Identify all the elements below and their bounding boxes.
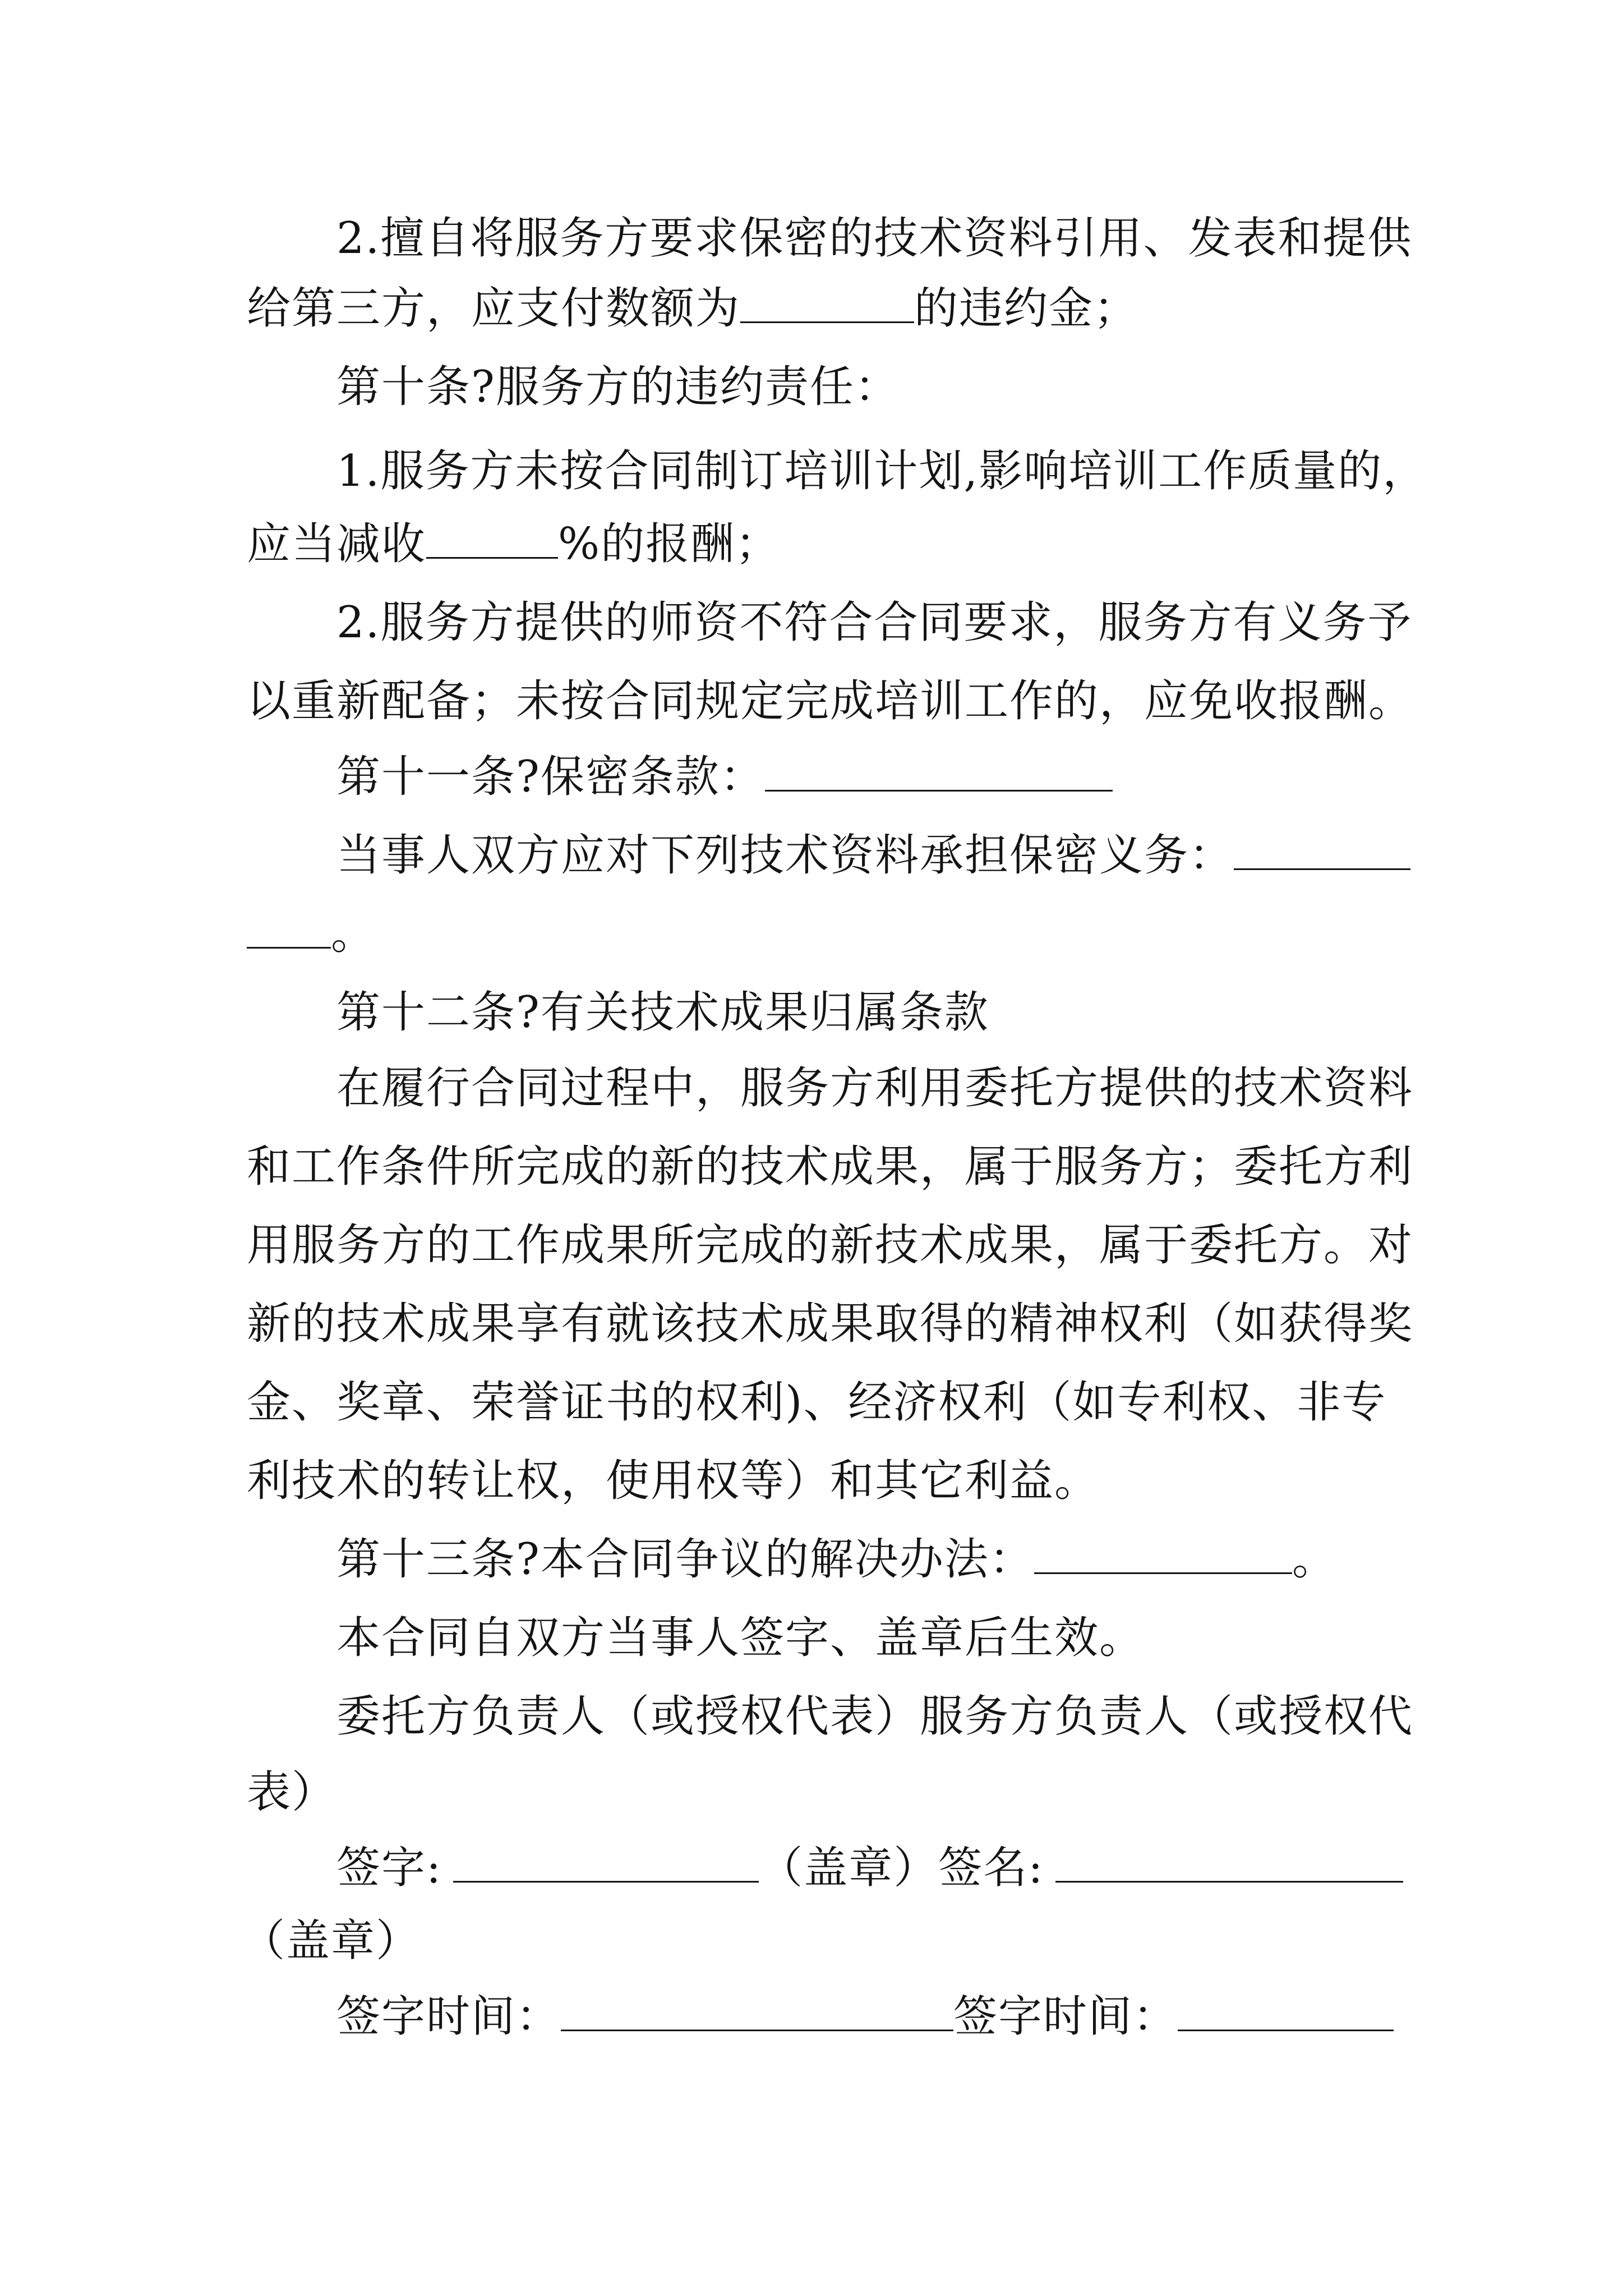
text-line <box>247 1139 1413 1195</box>
line-text: 和工作条件所完成的新的技术成果，属于服务方；委托方利 <box>247 1142 1414 1192</box>
line-text: 签字时间： <box>953 1991 1178 2042</box>
text-line <box>336 827 1410 884</box>
line-text: 本合同自双方当事人签字、盖章后生效。 <box>336 1613 1145 1663</box>
text-line <box>247 1374 1386 1430</box>
text-line <box>336 1060 1413 1116</box>
line-text: 。 <box>331 909 376 959</box>
line-text: 签字时间： <box>336 1991 561 2042</box>
text-line <box>336 1610 1144 1666</box>
signature-blank <box>1055 1846 1403 1883</box>
text-line <box>336 984 989 1041</box>
line-text: 给第三方，应支付数额为 <box>247 283 741 334</box>
text-line <box>336 595 1412 651</box>
line-text: 金、奖章、荣誉证书的权利)、经济权利（如专利权、非专 <box>247 1377 1387 1428</box>
signature-line <box>336 1840 1403 1896</box>
fill-in-blank <box>740 287 914 323</box>
signature-blank <box>453 1846 759 1883</box>
line-text: 当事人双方应对下列技术资料承担保密义务： <box>336 830 1234 881</box>
date-blank <box>561 1995 953 2031</box>
text-line <box>247 1453 1099 1509</box>
fill-in-blank <box>1234 834 1410 870</box>
text-line <box>247 673 1413 729</box>
fill-in-blank <box>426 522 558 559</box>
text-line <box>247 906 376 962</box>
text-line <box>336 1531 1337 1588</box>
fill-in-blank <box>765 755 1113 792</box>
line-text: 应当减收 <box>247 519 427 569</box>
line-text: 。 <box>1292 1534 1337 1585</box>
section-heading: 第十条?服务方的违约责任： <box>336 362 900 412</box>
text-line <box>336 749 1113 805</box>
line-text: 在履行合同过程中，服务方利用委托方提供的技术资料 <box>336 1063 1414 1114</box>
line-text: 2.服务方提供的师资不符合合同要求，服务方有义务予 <box>336 597 1413 648</box>
text-line <box>247 1217 1413 1273</box>
text-line <box>247 1764 336 1820</box>
line-text: %的报酬； <box>558 519 781 569</box>
line-text: 新的技术成果享有就该技术成果取得的精神权利（如获得奖 <box>247 1299 1414 1349</box>
text-line <box>336 1688 1413 1745</box>
line-text: 2.擅自将服务方要求保密的技术资料引用、发表和提供 <box>336 213 1413 264</box>
text-line <box>247 516 780 572</box>
line-text: （盖章）签名: <box>759 1843 1044 1893</box>
text-line <box>247 1296 1413 1352</box>
text-line <box>336 443 1427 499</box>
fill-in-blank <box>1034 1538 1292 1574</box>
section-heading: 第十三条?本合同争议的解决办法： <box>336 1534 1034 1585</box>
text-line <box>336 359 900 415</box>
line-text: 表） <box>247 1767 337 1818</box>
line-text: （盖章） <box>241 1916 421 1966</box>
line-text: 以重新配备；未按合同规定完成培训工作的，应免收报酬。 <box>247 676 1414 726</box>
date-blank <box>1178 1995 1394 2031</box>
text-line <box>336 210 1412 266</box>
signature-date-line <box>336 1989 1394 2045</box>
line-text: 利技术的转让权，使用权等）和其它利益。 <box>247 1456 1100 1506</box>
line-text: 委托方负责人（或授权代表）服务方负责人（或授权代 <box>336 1691 1414 1742</box>
text-line <box>247 280 1138 337</box>
line-text: 签字: <box>336 1843 442 1893</box>
section-heading: 第十一条?保密条款： <box>336 752 765 802</box>
text-line <box>241 1913 421 1969</box>
section-heading: 第十二条?有关技术成果归属条款 <box>336 987 989 1038</box>
line-text: 1.服务方未按合同制订培训计划,影响培训工作质量的， <box>336 446 1428 496</box>
line-text: 的违约金； <box>914 283 1139 334</box>
fill-in-blank <box>247 912 331 949</box>
line-text: 用服务方的工作成果所完成的新技术成果，属于委托方。对 <box>247 1220 1414 1271</box>
